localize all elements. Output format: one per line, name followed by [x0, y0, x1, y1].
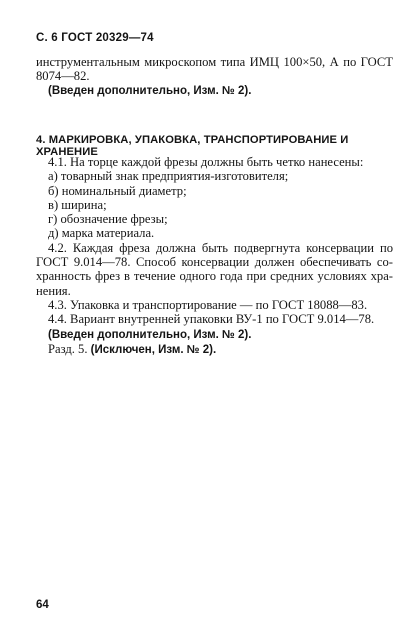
list-item-b: б) номинальный диаметр; [48, 183, 187, 198]
list-item-a: а) товарный знак предприятия-изготовителя; [48, 169, 289, 184]
clause-4-2-line-3: хранность фрез в течение одного года при средних условиях хра- [36, 269, 393, 284]
intro-amendment-note [48, 83, 405, 98]
section-4-body [36, 155, 393, 357]
page-header: С. 6 ГОСТ 20329—74 [36, 32, 154, 44]
intro-line-2: 8074—82. [36, 69, 90, 84]
clause-4-1: 4.1. На торце каждой фрезы должны быть четко нанесены: [48, 155, 364, 169]
clause-4-2-line-2: ГОСТ 9.014—78. Способ консервации должен обеспечивать со- [36, 255, 393, 270]
clause-4-2-line-4: нения. [36, 283, 71, 298]
list-item-v: в) ширина; [48, 197, 107, 212]
clause-4-2-line-1: 4.2. Каждая фреза должна быть подвергнута консервации по [48, 240, 393, 255]
list-item-d: д) марка материала. [48, 226, 155, 241]
page-number: 64 [36, 599, 49, 611]
intro-note-text: (Введен дополнительно, Изм. № 2). [48, 85, 252, 97]
section-5-prefix: Разд. 5. [48, 341, 88, 356]
section-4-title: 4. МАРКИРОВКА, УПАКОВКА, ТРАНСПОРТИРОВАНИЕ И ХРАНЕНИЕ [36, 134, 349, 158]
section-5-removed [36, 342, 393, 357]
section-4-note-text: (Введен дополнительно, Изм. № 2). [48, 328, 252, 341]
clause-4-3: 4.3. Упаковка и транспортирование — по ГОСТ 18088—83. [48, 297, 368, 312]
intro-line-1: инструментальным микроскопом типа ИМЦ 100×50, А по ГОСТ [36, 55, 393, 69]
list-item-g: г) обозначение фрезы; [48, 212, 168, 227]
section-4-amendment-note [36, 327, 393, 342]
clause-4-4: 4.4. Вариант внутренней упаковки ВУ-1 по ГОСТ 9.014—78. [48, 312, 375, 327]
section-5-note: (Исключен, Изм. № 2). [90, 343, 217, 356]
intro-paragraph [36, 55, 393, 84]
